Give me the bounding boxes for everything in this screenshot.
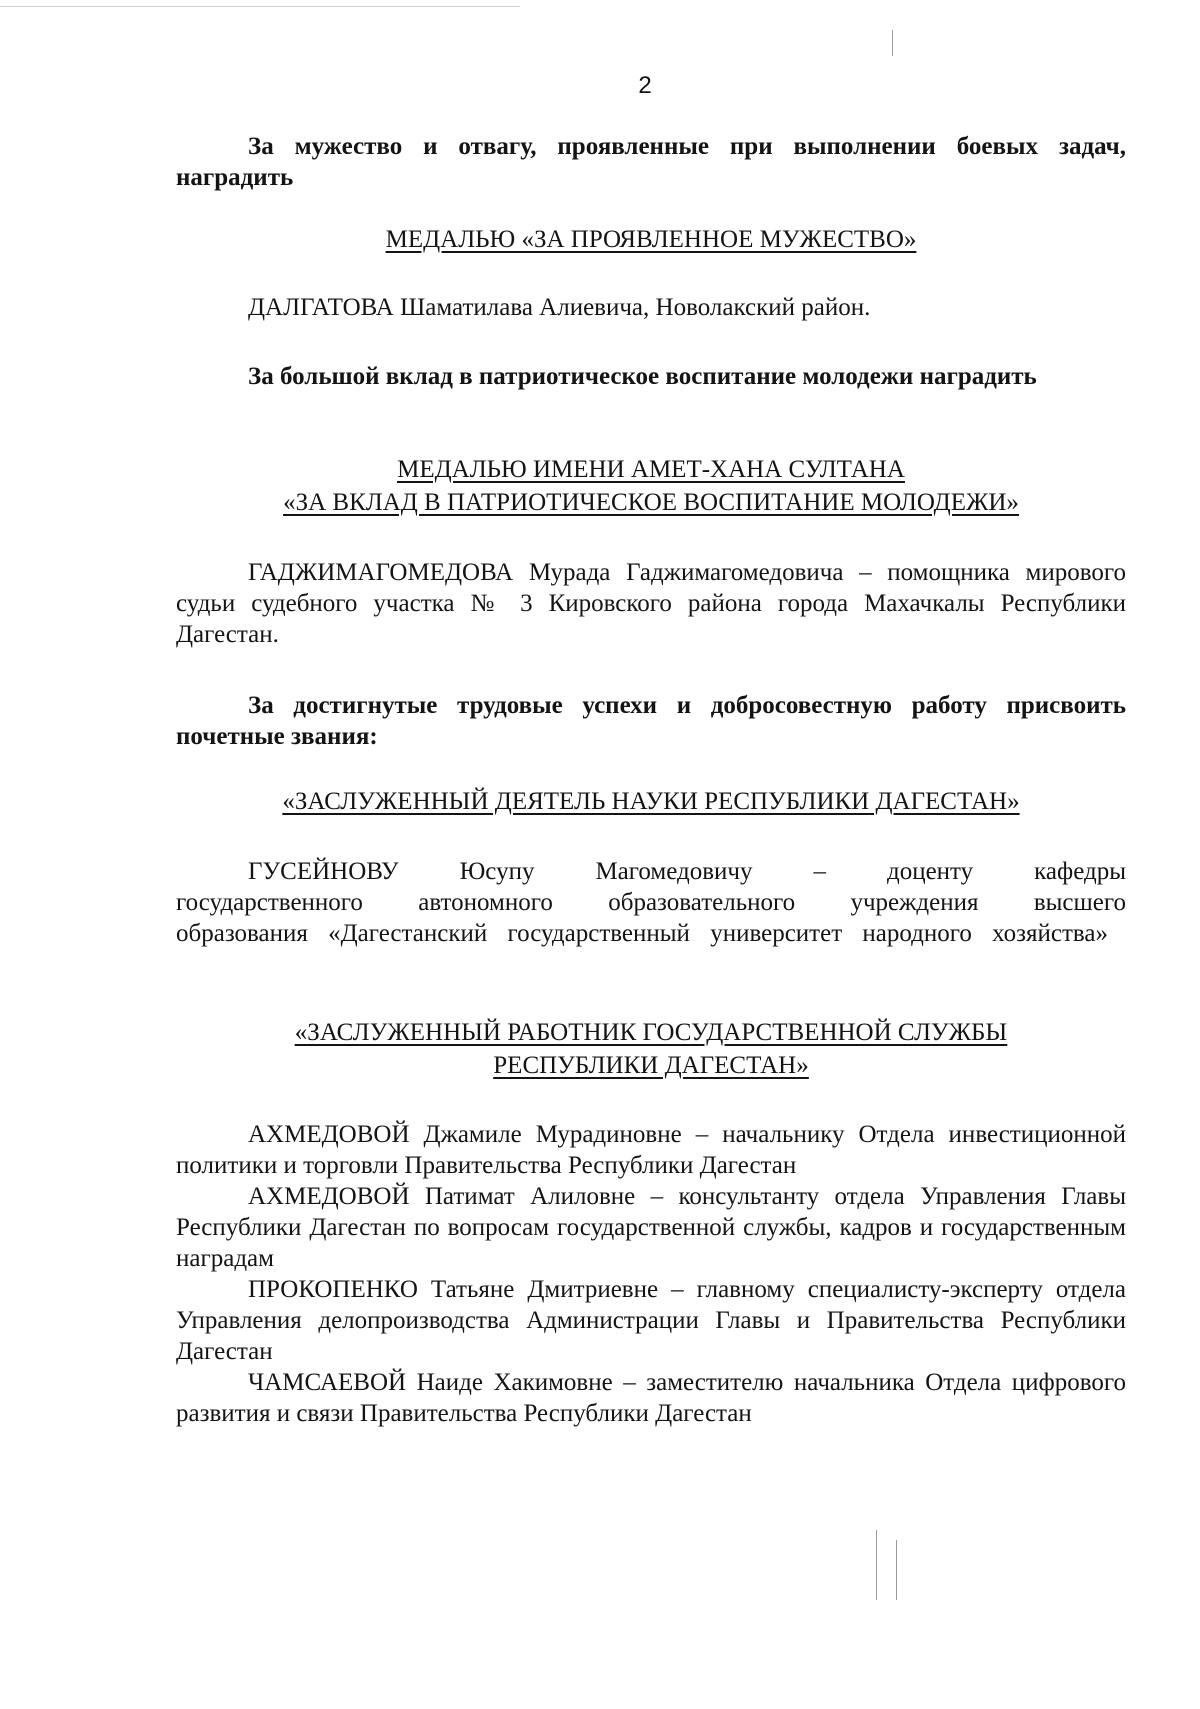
courage-medal-title [176,223,1126,256]
civil-title-line2: РЕСПУБЛИКИ ДАГЕСТАН» [493,1052,809,1079]
patriotic-recipient: ГАДЖИМАГОМЕДОВА Мурада Гаджимагомедовича – помощника мирового судьи судебного участка № 3 Кировского района города Махачкалы Республики Дагестан. [176,559,1126,648]
patriotic-medal-line2: «ЗА ВКЛАД В ПАТРИОТИЧЕСКОЕ ВОСПИТАНИЕ МОЛОДЕЖИ» [283,489,1019,516]
courage-medal-text: МЕДАЛЬЮ «ЗА ПРОЯВЛЕННОЕ МУЖЕСТВО» [385,226,917,253]
scan-mark [892,30,893,56]
civil-title-line1: «ЗАСЛУЖЕННЫЙ РАБОТНИК ГОСУДАРСТВЕННОЙ СЛУЖБЫ [294,1019,1008,1046]
scan-mark [876,1530,877,1600]
courage-intro: За мужество и отвагу, проявленные при выполнении боевых задач, наградить [176,133,1126,191]
science-recipient: ГУСЕЙНОВУ Юсупу Магомедовичу – доценту кафедры государственного автономного образовательного учреждения высшего образования «Дагестанский государственный университет народного хозяйства» [176,858,1126,947]
science-title-text: «ЗАСЛУЖЕННЫЙ ДЕЯТЕЛЬ НАУКИ РЕСПУБЛИКИ ДАГЕСТАН» [282,788,1020,815]
civil-recipient-3: ПРОКОПЕНКО Татьяне Дмитриевне – главному специалисту-эксперту отдела Управления делопроизводства Администрации Главы и Правительства Республики Дагестан [176,1276,1126,1365]
civil-recipient-2: АХМЕДОВОЙ Патимат Алиловне – консультанту отдела Управления Главы Республики Дагестан по вопросам государственной службы, кадров и государственным наградам [176,1183,1126,1272]
civil-recipient-4: ЧАМСАЕВОЙ Наиде Хакимовне – заместителю начальника Отдела цифрового развития и связи Правительства Республики Дагестан [176,1369,1126,1427]
patriotic-intro: За большой вклад в патриотическое воспитание молодежи наградить [248,363,1037,390]
patriotic-medal-title [176,453,1126,519]
courage-recipient: ДАЛГАТОВА Шаматилава Алиевича, Новолакский район. [248,294,871,321]
science-title [176,785,1126,818]
page-number: 2 [638,72,652,99]
civil-recipients [176,1119,1126,1429]
civil-recipient-1: АХМЕДОВОЙ Джамиле Мурадиновне – начальнику Отдела инвестиционной политики и торговли Правительства Республики Дагестан [176,1121,1126,1179]
civil-title [176,1016,1126,1082]
labor-intro: За достигнутые трудовые успехи и добросовестную работу присвоить почетные звания: [176,692,1126,750]
scan-mark [0,6,520,7]
patriotic-medal-line1: МЕДАЛЬЮ ИМЕНИ АМЕТ-ХАНА СУЛТАНА [397,456,905,483]
scan-mark [896,1540,897,1600]
